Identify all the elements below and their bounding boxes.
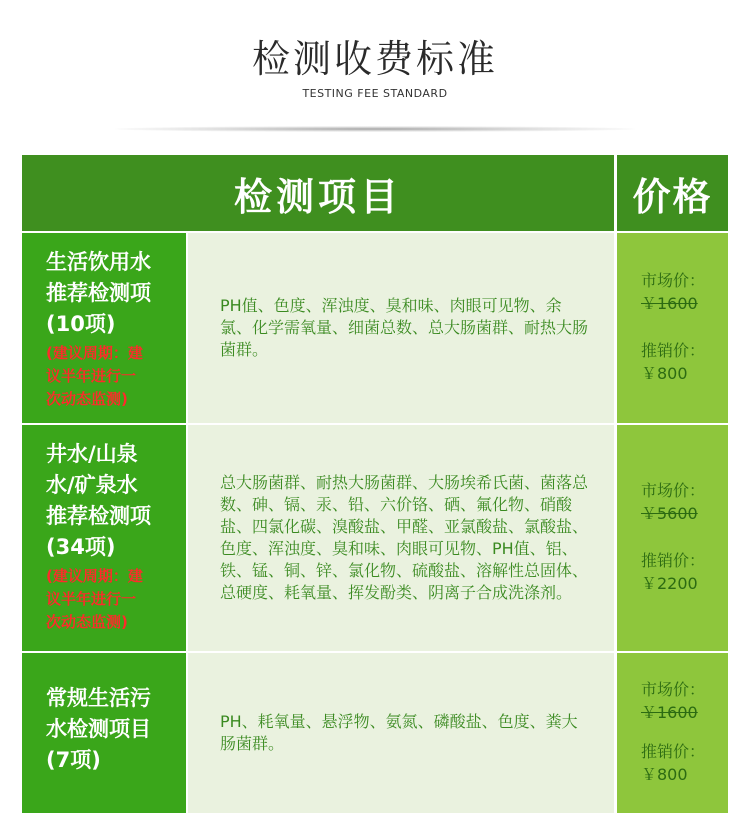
row-1-name-line: 生活饮用水 [46, 250, 151, 274]
column-header-price: 价格 [617, 155, 728, 231]
row-2-name-cell [22, 425, 186, 651]
market-price-value: ￥5600 [641, 504, 698, 523]
divider-shadow [115, 126, 635, 132]
row-2-description-text: 总大肠菌群、耐热大肠菌群、大肠埃希氏菌、菌落总数、砷、镉、汞、铅、六价铬、硒、氟化物、硝酸盐、四氯化碳、溴酸盐、甲醛、亚氯酸盐、氯酸盐、色度、浑浊度、臭和味、肉眼可见物、PH值、铝、铁、锰、铜、锌、氯化物、硫酸盐、溶解性总固体、总硬度、耗氧量、挥发酚类、阴离子合成洗涤剂。 [220, 473, 589, 602]
promo-price-label: 推销价： [641, 742, 706, 761]
market-price-label: 市场价： [641, 271, 706, 290]
row-2-name-line: 推荐检测项 [46, 504, 151, 528]
row-1-note-line: 议半年进行一 [46, 367, 137, 385]
promo-price-value: ￥2200 [641, 574, 698, 593]
row-2-note-line: (建议周期：建 [46, 567, 143, 585]
page-subtitle: TESTING FEE STANDARD [302, 87, 448, 100]
row-1-name-cell [22, 233, 186, 423]
page-header [0, 0, 750, 150]
market-price-label: 市场价： [641, 680, 706, 699]
row-3-description-text: PH、耗氧量、悬浮物、氨氮、磷酸盐、色度、粪大肠菌群。 [220, 712, 578, 753]
row-2-name-line: (34项) [46, 535, 116, 559]
row-1-price-cell [617, 233, 728, 423]
promo-price-label: 推销价： [641, 551, 706, 570]
row-3-price-cell [617, 653, 728, 813]
row-3-name-line: 水检测项目 [46, 717, 151, 741]
row-2-price-cell [617, 425, 728, 651]
row-2-name-line: 水/矿泉水 [46, 473, 138, 497]
column-header-item: 检测项目 [22, 155, 614, 231]
row-1-note-line: (建议周期：建 [46, 344, 143, 362]
row-3-name-line: 常规生活污 [46, 686, 151, 710]
row-3-name-line: (7项) [46, 748, 101, 772]
row-1-name-line: (10项) [46, 312, 116, 336]
row-2-name-line: 井水/山泉 [46, 442, 138, 466]
row-1-note-line: 次动态监测) [46, 390, 128, 408]
row-2-description [188, 425, 614, 651]
market-price-label: 市场价： [641, 481, 706, 500]
promo-price-label: 推销价： [641, 341, 706, 360]
fee-table [22, 155, 728, 813]
promo-price-value: ￥800 [641, 765, 688, 784]
row-2-note [46, 565, 186, 634]
market-price-value: ￥1600 [641, 294, 698, 313]
row-1-note [46, 342, 186, 411]
row-3-description [188, 653, 614, 813]
promo-price-value: ￥800 [641, 364, 688, 383]
row-2-note-line: 次动态监测) [46, 613, 128, 631]
row-1-name-line: 推荐检测项 [46, 281, 151, 305]
market-price-value: ￥1600 [641, 703, 698, 722]
row-3-name-cell [22, 653, 186, 813]
row-1-description [188, 233, 614, 423]
row-2-note-line: 议半年进行一 [46, 590, 137, 608]
row-1-description-text: PH值、色度、浑浊度、臭和味、肉眼可见物、余氯、化学需氧量、细菌总数、总大肠菌群、耐热大肠菌群。 [220, 296, 589, 359]
page-title: 检测收费标准 [251, 37, 498, 81]
